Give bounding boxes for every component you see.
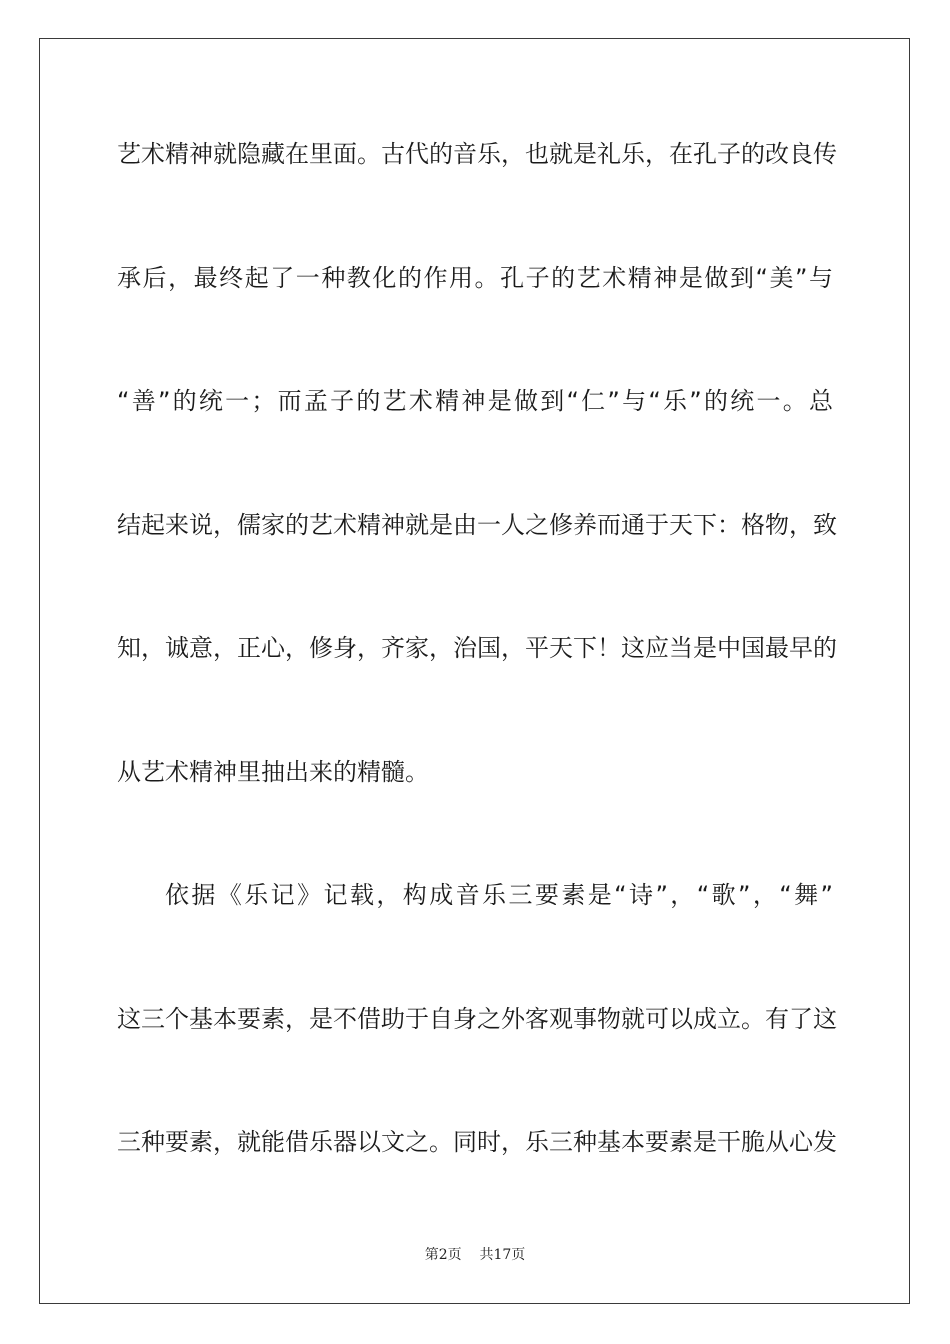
paragraph-line: 从艺术精神里抽出来的精髓。: [117, 758, 429, 786]
page-number: 第2页: [424, 1247, 462, 1263]
page-total: 共17页: [479, 1247, 526, 1263]
paragraph-line: 承后，最终起了一种教化的作用。孔子的艺术精神是做到“美”与: [117, 264, 833, 292]
paragraph-line: 结起来说，儒家的艺术精神就是由一人之修养而通于天下：格物，致: [117, 511, 837, 539]
page-border: [39, 38, 910, 1304]
page-footer: [0, 1246, 950, 1264]
paragraph-line: 艺术精神就隐藏在里面。古代的音乐，也就是礼乐，在孔子的改良传: [117, 140, 837, 168]
paragraph-line: 三种要素，就能借乐器以文之。同时，乐三种基本要素是干脆从心发: [117, 1128, 837, 1156]
paragraph-line: “善”的统一；而孟子的艺术精神是做到“仁”与“乐”的统一。总: [117, 387, 833, 415]
paragraph-line: 依据《乐记》记载，构成音乐三要素是“诗”，“歌”，“舞”: [165, 881, 833, 909]
paragraph-line: 这三个基本要素，是不借助于自身之外客观事物就可以成立。有了这: [117, 1005, 837, 1033]
paragraph-line: 知，诚意，正心，修身，齐家，治国，平天下！这应当是中国最早的: [117, 634, 837, 662]
